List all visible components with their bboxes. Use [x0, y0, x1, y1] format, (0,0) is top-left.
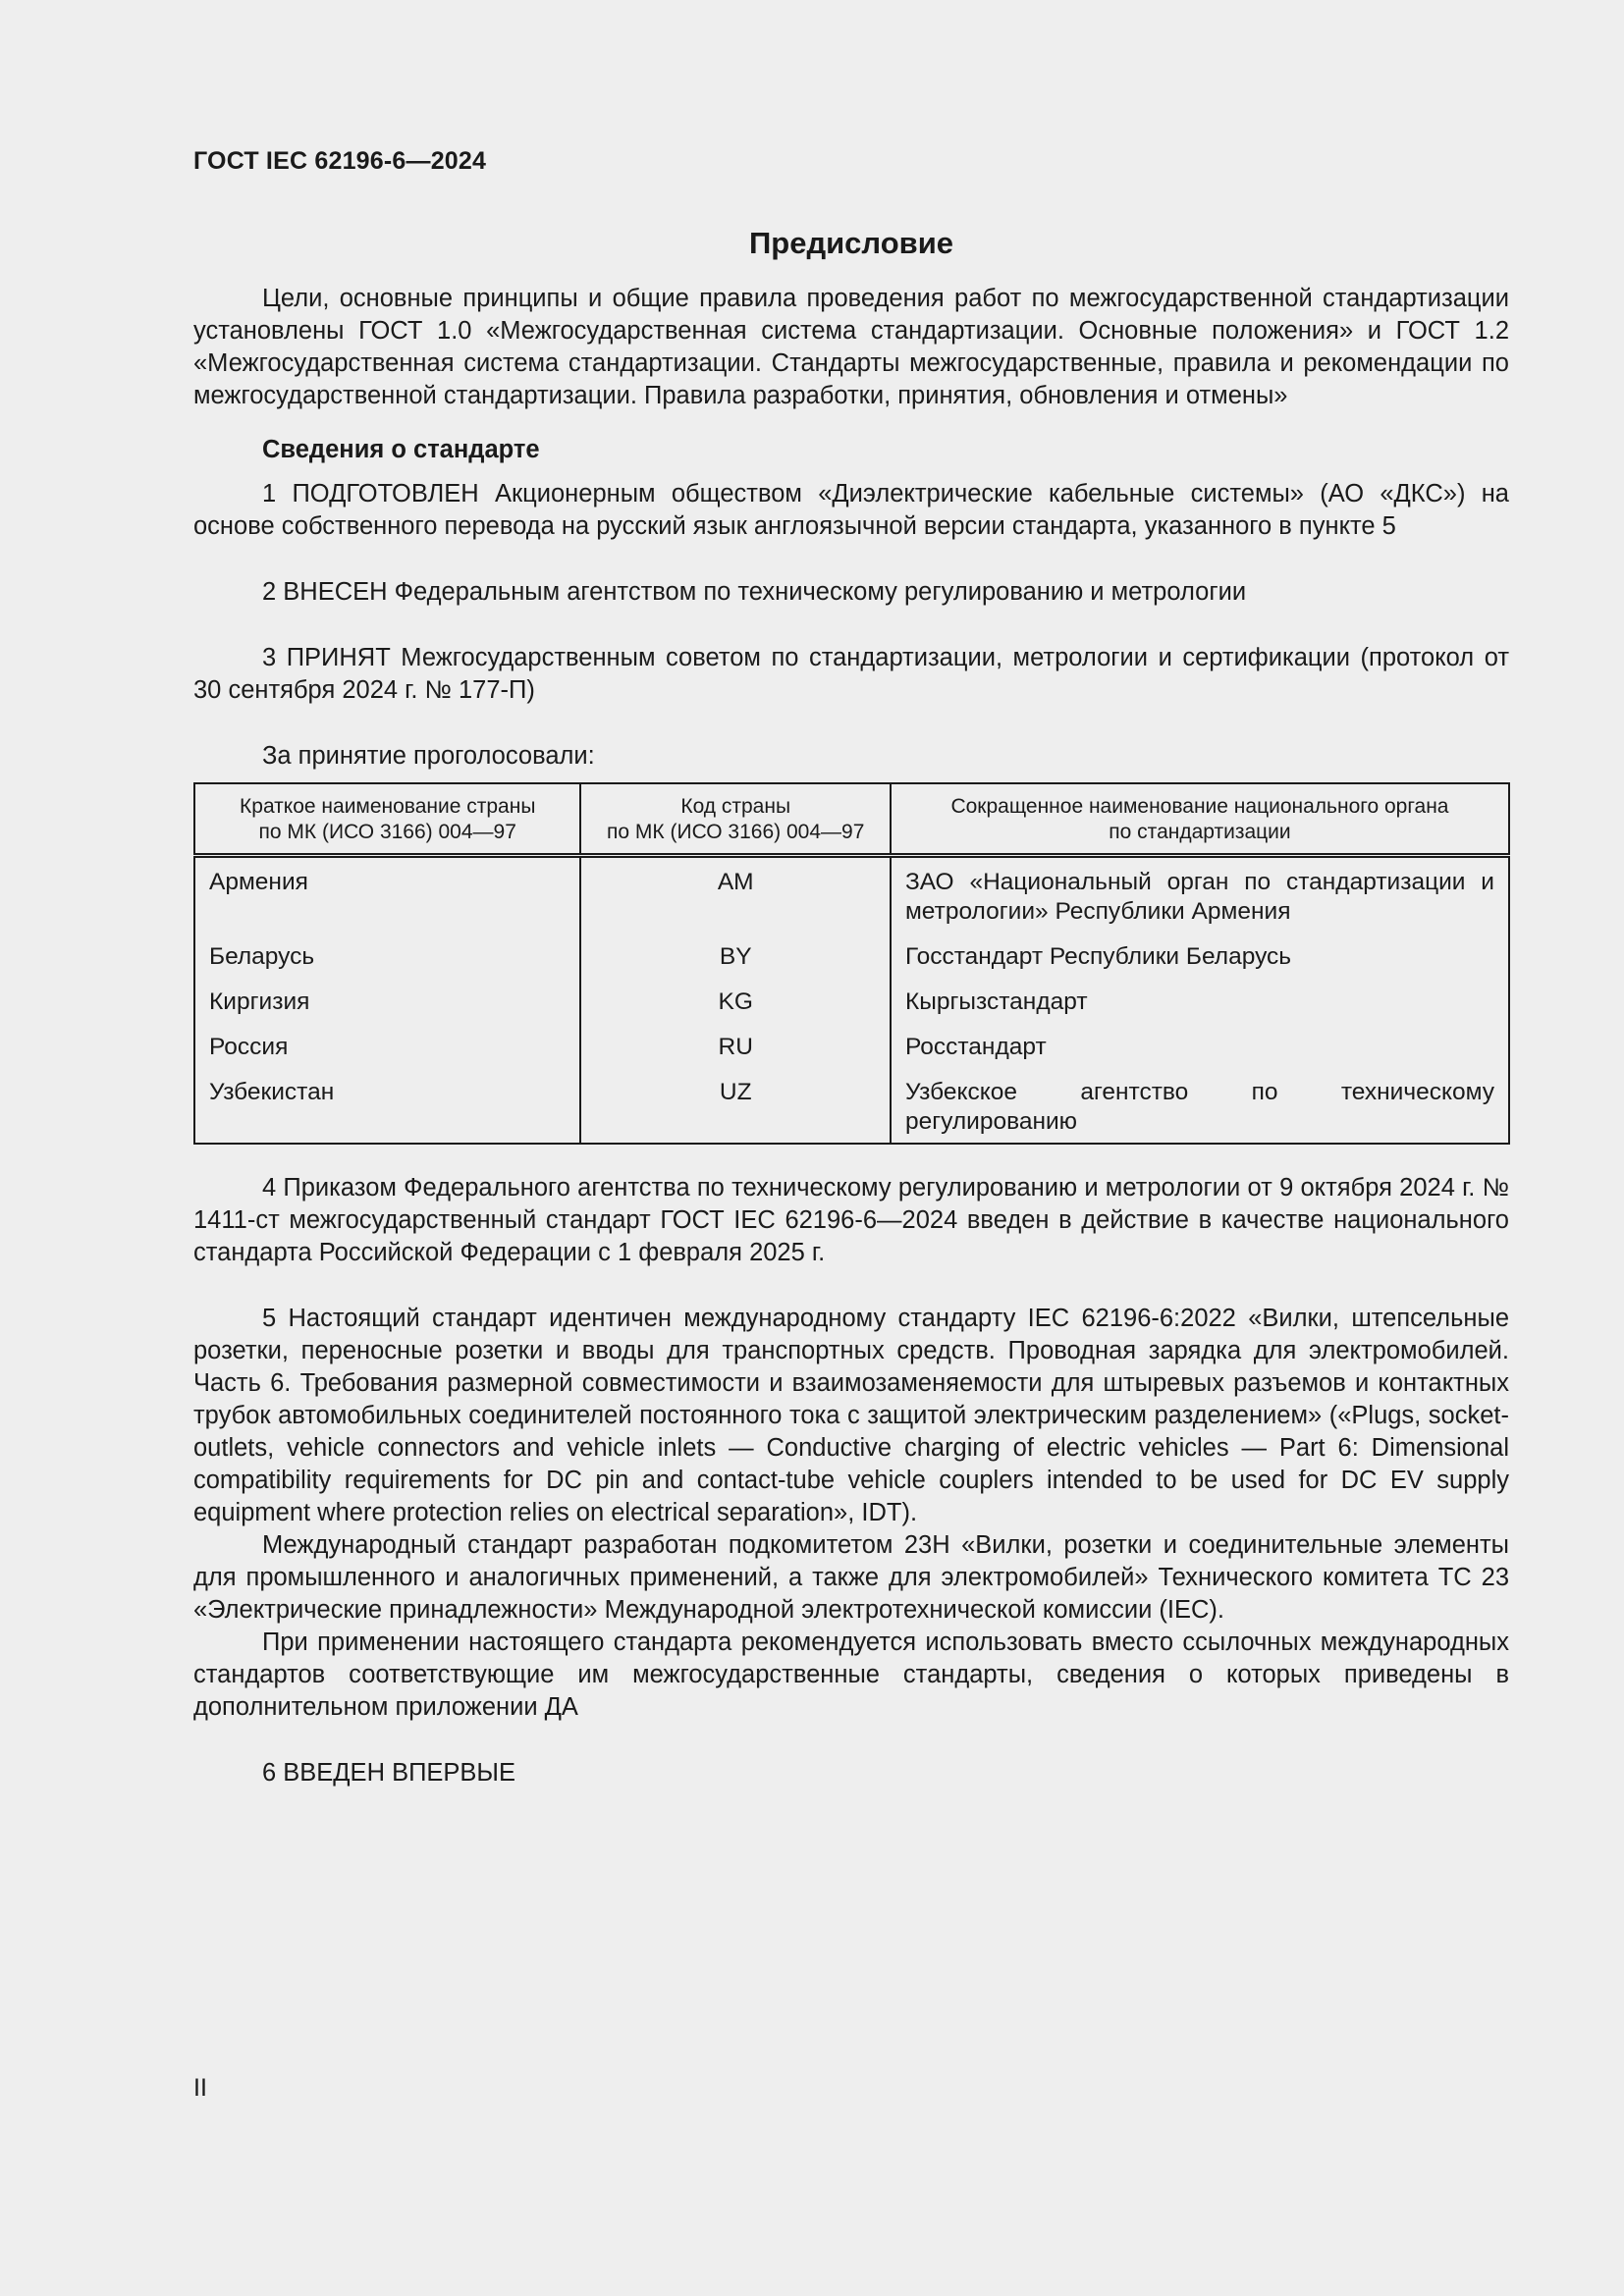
- header-code: [580, 783, 890, 856]
- item-6-introduced: 6 ВВЕДЕН ВПЕРВЫЕ: [262, 1759, 516, 1787]
- item-5-developer: Международный стандарт разработан подкомитетом 23H «Вилки, розетки и соединительные элементы для промышленного и аналогичных применений, а также для электромобилей» Технического комитета ТС 23 «Электрические принадлежности» Международной электротехнической комиссии (IEC).: [193, 1531, 1509, 1624]
- code-cell: RU: [580, 1025, 890, 1070]
- code-cell: KG: [580, 980, 890, 1025]
- section-subheading: Сведения о стандарте: [262, 436, 540, 463]
- table-row: [194, 856, 1509, 935]
- item-5-identical: 5 Настоящий стандарт идентичен международному стандарту IEC 62196-6:2022 «Вилки, штепсельные розетки, переносные розетки и вводы для транспортных средств. Проводная зарядка для электромобилей. Часть 6. Требования размерной совместимости и взаимозаменяемости для штыревых разъемов и контактных трубок автомобильных соединителей постоянного тока с защитой электрическим разделением» («Plugs, socket-outlets, vehicle connectors and vehicle inlets — Conductive charging of electric vehicles — Part 6: Dimensional compatibility requirements for DC pin and contact-tube vehicle couplers intended to be used for DC EV supply equipment where protection relies on electrical separation», IDT).: [193, 1305, 1509, 1526]
- item-4-enacted: 4 Приказом Федерального агентства по техническому регулированию и метрологии от 9 октября 2024 г. № 1411-ст межгосударственный стандарт ГОСТ IEC 62196-6—2024 введен в действие в качестве национального стандарта Российской Федерации с 1 февраля 2025 г.: [193, 1174, 1509, 1266]
- page-number: II: [193, 2074, 207, 2102]
- code-cell: AM: [580, 856, 890, 935]
- table-row: [194, 934, 1509, 980]
- org-cell: ЗАО «Национальный орган по стандартизации и метрологии» Республики Армения: [891, 856, 1509, 935]
- country-cell: Армения: [194, 856, 580, 935]
- header-code-line1: Код страны: [680, 795, 791, 818]
- code-cell: UZ: [580, 1070, 890, 1144]
- table-row: [194, 980, 1509, 1025]
- intro-paragraph: Цели, основные принципы и общие правила проведения работ по межгосударственной стандартизации установлены ГОСТ 1.0 «Межгосударственная система стандартизации. Основные положения» и ГОСТ 1.2 «Межгосударственная система стандартизации. Стандарты межгосударственные, правила и рекомендации по межгосударственной стандартизации. Правила разработки, принятия, обновления и отмены»: [193, 285, 1509, 409]
- org-cell: Росстандарт: [891, 1025, 1509, 1070]
- country-cell: Россия: [194, 1025, 580, 1070]
- page-title: Предисловие: [748, 226, 953, 260]
- org-cell: Кыргызстандарт: [891, 980, 1509, 1025]
- header-org-line2: по стандартизации: [1109, 821, 1291, 843]
- header-country-line1: Краткое наименование страны: [240, 795, 536, 818]
- table-header-row: [194, 783, 1509, 856]
- country-cell: Беларусь: [194, 934, 580, 980]
- country-cell: Узбекистан: [194, 1070, 580, 1144]
- header-country: [194, 783, 580, 856]
- table-row: [194, 1025, 1509, 1070]
- foreword-content: [193, 224, 1509, 1789]
- header-org-line1: Сокращенное наименование национального органа: [950, 795, 1449, 818]
- votes-intro: За принятие проголосовали:: [262, 742, 595, 770]
- header-country-line2: по МК (ИСО 3166) 004—97: [258, 821, 516, 843]
- org-cell: Госстандарт Республики Беларусь: [891, 934, 1509, 980]
- voting-countries-table: [193, 782, 1510, 1145]
- item-1-prepared: 1 ПОДГОТОВЛЕН Акционерным обществом «Диэлектрические кабельные системы» (АО «ДКС») на основе собственного перевода на русский язык англоязычной версии стандарта, указанного в пункте 5: [193, 480, 1509, 540]
- item-5-references: При применении настоящего стандарта рекомендуется использовать вместо ссылочных международных стандартов соответствующие им межгосударственные стандарты, сведения о которых приведены в дополнительном приложении ДА: [193, 1629, 1509, 1721]
- country-cell: Киргизия: [194, 980, 580, 1025]
- item-2-submitted: 2 ВНЕСЕН Федеральным агентством по техническому регулированию и метрологии: [262, 578, 1247, 606]
- item-3-adopted: 3 ПРИНЯТ Межгосударственным советом по стандартизации, метрологии и сертификации (протокол от 30 сентября 2024 г. № 177-П): [193, 644, 1509, 704]
- org-cell: Узбекское агентство по техническому регулированию: [891, 1070, 1509, 1144]
- code-cell: BY: [580, 934, 890, 980]
- header-org: [891, 783, 1509, 856]
- document-code: ГОСТ IEC 62196-6—2024: [193, 147, 487, 175]
- header-code-line2: по МК (ИСО 3166) 004—97: [607, 821, 865, 843]
- table-row: [194, 1070, 1509, 1144]
